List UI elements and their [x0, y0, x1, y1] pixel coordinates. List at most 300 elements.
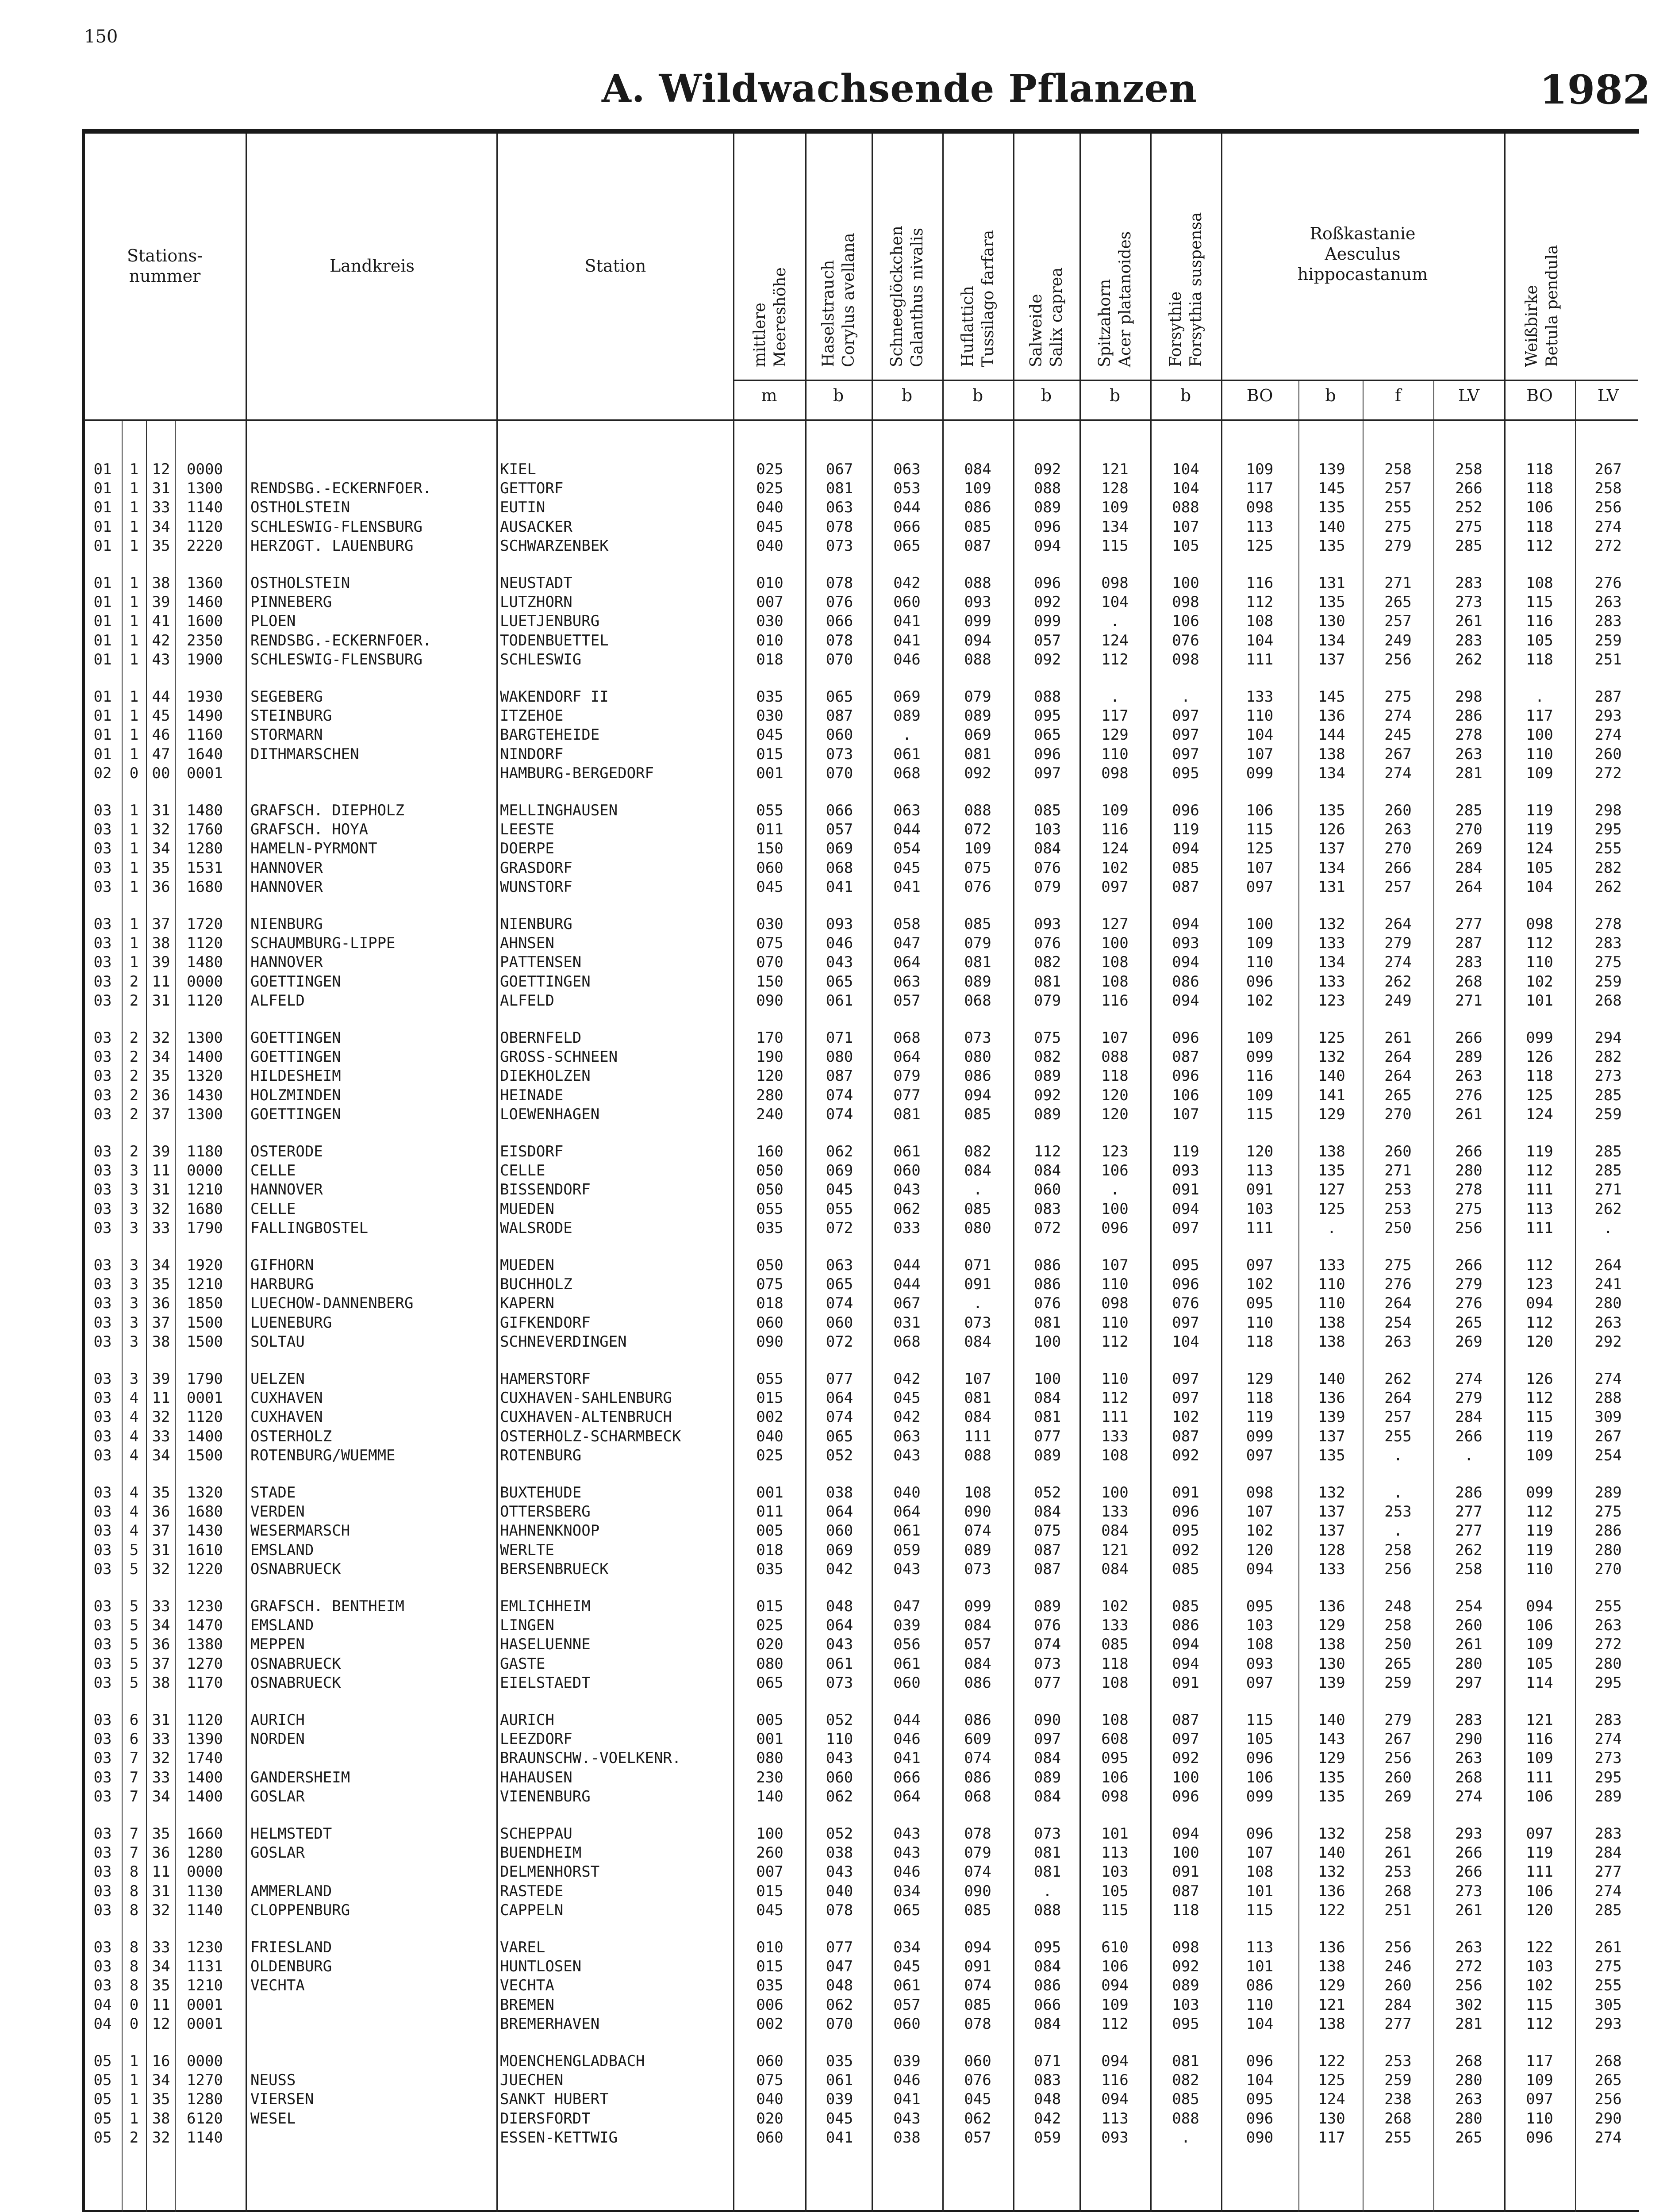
table-cell: 061: [893, 1143, 921, 1160]
table-cell: 267: [1384, 745, 1412, 763]
table-cell: 124: [1526, 1105, 1553, 1123]
table-cell: 064: [826, 1503, 853, 1521]
table-cell: 092: [964, 764, 991, 782]
table-cell: 113: [1101, 1844, 1129, 1862]
table-cell: 269: [1455, 840, 1483, 858]
table-cell: HAHAUSEN: [500, 1768, 572, 1786]
table-cell: 044: [893, 1711, 921, 1729]
table-cell: 047: [826, 1958, 853, 1976]
table-cell: 5: [129, 1674, 139, 1692]
table-cell: 134: [1318, 631, 1345, 649]
table-row: [0, 2090, 1667, 2109]
table-cell: 271: [1384, 1162, 1412, 1180]
table-cell: 135: [1318, 1768, 1345, 1786]
table-cell: 085: [964, 1105, 991, 1123]
table-cell: 253: [1384, 1863, 1412, 1881]
table-row: [0, 726, 1667, 745]
table-cell: 277: [1594, 1863, 1622, 1881]
table-cell: 106: [1526, 499, 1553, 517]
table-row: [0, 593, 1667, 612]
table-cell: 125: [1246, 537, 1274, 555]
table-cell: 108: [1526, 574, 1553, 592]
table-cell: 259: [1594, 631, 1622, 649]
table-cell: 266: [1384, 859, 1412, 877]
table-cell: 257: [1384, 1408, 1412, 1426]
table-cell: 138: [1318, 745, 1345, 763]
table-cell: 079: [964, 934, 991, 952]
table-cell: 11: [152, 1996, 170, 2014]
table-cell: 0000: [187, 461, 223, 478]
table-cell: 1680: [187, 1503, 223, 1521]
table-cell: 259: [1384, 1674, 1412, 1692]
table-cell: 1120: [187, 1711, 223, 1729]
table-cell: 277: [1455, 915, 1483, 933]
table-cell: 133: [1318, 1256, 1345, 1274]
table-cell: 268: [1455, 972, 1483, 991]
table-cell: 121: [1318, 1996, 1345, 2014]
table-cell: 011: [756, 821, 784, 839]
table-cell: 047: [893, 934, 921, 952]
table-cell: 264: [1384, 1294, 1412, 1313]
table-cell: 110: [1526, 745, 1553, 763]
table-cell: 062: [893, 1200, 921, 1218]
table-cell: 106: [1101, 1162, 1129, 1180]
table-cell: 072: [826, 1333, 853, 1351]
table-cell: 264: [1455, 878, 1483, 896]
table-cell: 289: [1594, 1484, 1622, 1502]
table-cell: UELZEN: [250, 1370, 305, 1388]
table-cell: 241: [1594, 1275, 1622, 1294]
table-cell: 261: [1455, 1105, 1483, 1123]
table-cell: 109: [1526, 1636, 1553, 1654]
table-cell: 082: [1172, 2071, 1199, 2089]
table-cell: 125: [1526, 1086, 1553, 1104]
table-cell: 45: [152, 707, 170, 725]
table-cell: 060: [826, 1522, 853, 1540]
table-cell: 47: [152, 745, 170, 763]
table-row: [0, 1768, 1667, 1787]
table-cell: 110: [1246, 707, 1274, 725]
table-cell: 034: [893, 1939, 921, 1956]
table-cell: 309: [1594, 1408, 1622, 1426]
table-cell: .: [1110, 612, 1120, 630]
table-cell: 045: [893, 859, 921, 877]
table-cell: 119: [1526, 821, 1553, 839]
table-cell: 108: [1101, 1446, 1129, 1464]
table-cell: 046: [826, 934, 853, 952]
table-cell: 140: [1318, 1711, 1345, 1729]
table-cell: MUEDEN: [500, 1200, 554, 1218]
table-cell: 109: [1526, 1749, 1553, 1767]
table-cell: 115: [1246, 1901, 1274, 1919]
table-row: [0, 1938, 1667, 1957]
table-cell: 061: [826, 2071, 853, 2089]
table-cell: 059: [893, 1541, 921, 1559]
table-cell: 055: [756, 802, 784, 819]
table-row: [0, 1635, 1667, 1654]
table-cell: 100: [1101, 1200, 1129, 1218]
table-cell: HEINADE: [500, 1086, 564, 1104]
table-cell: 087: [964, 537, 991, 555]
table-cell: 4: [129, 1427, 139, 1445]
table-cell: 127: [1318, 1181, 1345, 1199]
table-cell: 118: [1526, 518, 1553, 536]
table-cell: 255: [1384, 499, 1412, 517]
table-cell: 31: [152, 1181, 170, 1199]
table-cell: 290: [1594, 2109, 1622, 2128]
table-cell: 098: [1101, 764, 1129, 782]
table-row: [0, 498, 1667, 517]
table-cell: 115: [1101, 537, 1129, 555]
table-cell: 080: [756, 1655, 784, 1673]
table-cell: 1400: [187, 1768, 223, 1786]
table-cell: 1400: [187, 1787, 223, 1805]
table-cell: 33: [152, 1768, 170, 1786]
table-cell: 098: [1172, 1939, 1199, 1956]
table-cell: 089: [1033, 1105, 1061, 1123]
table-cell: 086: [1172, 1617, 1199, 1635]
table-cell: 1210: [187, 1181, 223, 1199]
table-cell: 1930: [187, 688, 223, 706]
table-row: [0, 2109, 1667, 2128]
table-row: [0, 1200, 1667, 1219]
table-cell: 089: [1033, 1446, 1061, 1464]
table-cell: 31: [152, 1541, 170, 1559]
table-cell: 03: [93, 1939, 112, 1956]
table-cell: 098: [1246, 499, 1274, 517]
table-row: [0, 1161, 1667, 1180]
table-cell: 095: [1172, 2015, 1199, 2033]
table-cell: 048: [1033, 2090, 1061, 2108]
header-haselstrauch: Haselstrauch Corylus avellana: [819, 233, 858, 367]
table-cell: 073: [964, 1029, 991, 1047]
table-cell: 112: [1526, 2015, 1553, 2033]
table-cell: 118: [1526, 461, 1553, 478]
table-cell: 128: [1101, 480, 1129, 498]
table-cell: 112: [1526, 1313, 1553, 1332]
table-cell: HANNOVER: [250, 859, 323, 877]
table-cell: 068: [893, 764, 921, 782]
table-cell: EMSLAND: [250, 1541, 314, 1559]
table-cell: 085: [1172, 1560, 1199, 1578]
table-cell: NEUSTADT: [500, 574, 572, 592]
table-row: [0, 953, 1667, 972]
table-cell: 101: [1526, 991, 1553, 1010]
unit-b: b: [901, 386, 913, 405]
table-cell: 284: [1594, 1844, 1622, 1862]
table-cell: 112: [1101, 650, 1129, 668]
table-cell: 005: [756, 1711, 784, 1729]
table-cell: WESERMARSCH: [250, 1522, 350, 1540]
table-cell: 043: [826, 1749, 853, 1767]
table-cell: 106: [1101, 1958, 1129, 1976]
table-cell: 113: [1526, 1200, 1553, 1218]
table-cell: 35: [152, 537, 170, 555]
table-row: [0, 518, 1667, 537]
table-cell: 099: [1246, 1787, 1274, 1805]
table-cell: 100: [1101, 1484, 1129, 1502]
table-cell: 111: [1526, 1181, 1553, 1199]
table-cell: 073: [826, 537, 853, 555]
table-cell: 1220: [187, 1560, 223, 1578]
table-cell: 070: [826, 2015, 853, 2033]
table-cell: 03: [93, 1067, 112, 1085]
table-row: [0, 915, 1667, 934]
table-cell: 295: [1594, 821, 1622, 839]
table-cell: 140: [1318, 518, 1345, 536]
table-cell: 270: [1384, 840, 1412, 858]
table-cell: 057: [964, 2128, 991, 2147]
table-cell: 045: [826, 1181, 853, 1199]
table-cell: ESSEN-KETTWIG: [500, 2128, 618, 2147]
table-cell: 086: [1033, 1256, 1061, 1274]
table-cell: 1500: [187, 1313, 223, 1332]
table-cell: BARGTEHEIDE: [500, 726, 600, 744]
table-cell: .: [973, 1181, 983, 1199]
table-cell: 057: [893, 1996, 921, 2014]
table-row: [0, 1541, 1667, 1560]
table-cell: 072: [1033, 1219, 1061, 1237]
table-cell: 1760: [187, 821, 223, 839]
table-cell: ROTENBURG/WUEMME: [250, 1446, 396, 1464]
table-cell: 116: [1101, 991, 1129, 1010]
table-row: [0, 1749, 1667, 1768]
table-cell: 112: [1101, 2015, 1129, 2033]
table-cell: 034: [893, 1882, 921, 1900]
table-cell: 111: [1526, 1768, 1553, 1786]
table-cell: 092: [1172, 1446, 1199, 1464]
table-cell: 088: [1033, 1901, 1061, 1919]
table-cell: 078: [964, 1825, 991, 1843]
table-cell: 31: [152, 480, 170, 498]
table-cell: 085: [1172, 2090, 1199, 2108]
table-cell: 8: [129, 1958, 139, 1976]
table-cell: 1130: [187, 1882, 223, 1900]
table-cell: 1740: [187, 1749, 223, 1767]
table-cell: 273: [1594, 1749, 1622, 1767]
table-cell: 01: [93, 726, 112, 744]
table-cell: 094: [1101, 2090, 1129, 2108]
table-cell: 115: [1101, 1901, 1129, 1919]
table-cell: 126: [1318, 821, 1345, 839]
table-cell: 088: [964, 1446, 991, 1464]
table-cell: 092: [1033, 461, 1061, 478]
table-cell: 134: [1318, 859, 1345, 877]
table-cell: 1: [129, 707, 139, 725]
table-cell: 170: [756, 1029, 784, 1047]
table-cell: 1790: [187, 1370, 223, 1388]
table-cell: 074: [964, 1977, 991, 1995]
table-cell: 264: [1384, 1389, 1412, 1407]
table-cell: 122: [1318, 1901, 1345, 1919]
table-cell: 091: [1172, 1674, 1199, 1692]
table-cell: 087: [1033, 1560, 1061, 1578]
table-cell: KIEL: [500, 461, 536, 478]
table-cell: 041: [826, 878, 853, 896]
table-cell: 076: [826, 593, 853, 611]
table-cell: 1270: [187, 2071, 223, 2089]
table-cell: 03: [93, 859, 112, 877]
table-cell: 087: [1172, 1048, 1199, 1066]
table-cell: 262: [1594, 1200, 1622, 1218]
table-cell: 38: [152, 574, 170, 592]
table-cell: 113: [1246, 1162, 1274, 1180]
table-cell: 261: [1384, 1844, 1412, 1862]
table-cell: 03: [93, 1863, 112, 1881]
table-cell: 085: [1172, 1598, 1199, 1615]
table-cell: 03: [93, 1484, 112, 1502]
table-cell: 03: [93, 1711, 112, 1729]
table-cell: 088: [1172, 2109, 1199, 2128]
table-cell: 088: [1033, 480, 1061, 498]
table-cell: 1120: [187, 991, 223, 1010]
table-cell: 060: [893, 1162, 921, 1180]
table-cell: 2: [129, 1143, 139, 1160]
table-cell: 062: [964, 2109, 991, 2128]
table-cell: 063: [893, 1427, 921, 1445]
table-cell: DIERSFORDT: [500, 2109, 591, 2128]
table-cell: 091: [964, 1275, 991, 1294]
table-cell: 108: [1246, 612, 1274, 630]
table-cell: 03: [93, 1768, 112, 1786]
table-cell: 096: [1172, 1067, 1199, 1085]
table-cell: 073: [964, 1560, 991, 1578]
table-cell: 046: [893, 1730, 921, 1748]
table-cell: 102: [1246, 1522, 1274, 1540]
table-cell: 040: [756, 499, 784, 517]
table-cell: 268: [1594, 2052, 1622, 2070]
table-cell: HAHNENKNOOP: [500, 1522, 600, 1540]
table-cell: 11: [152, 1162, 170, 1180]
table-cell: 064: [826, 1389, 853, 1407]
table-cell: 103: [1101, 1863, 1129, 1881]
table-cell: 1850: [187, 1294, 223, 1313]
table-cell: 015: [756, 1882, 784, 1900]
table-cell: 060: [756, 859, 784, 877]
table-cell: 145: [1318, 688, 1345, 706]
table-cell: 120: [1246, 1541, 1274, 1559]
table-cell: 096: [1101, 1219, 1129, 1237]
table-cell: 035: [756, 1219, 784, 1237]
table-row: [0, 1957, 1667, 1976]
table-cell: 084: [1033, 2015, 1061, 2033]
table-cell: 264: [1384, 1067, 1412, 1085]
unit-lv: LV: [1458, 386, 1480, 405]
table-cell: 11: [152, 972, 170, 991]
table-row: [0, 1787, 1667, 1806]
table-cell: 116: [1526, 612, 1553, 630]
table-cell: 010: [756, 1939, 784, 1956]
table-cell: 077: [1033, 1427, 1061, 1445]
table-cell: 096: [1526, 2128, 1553, 2147]
table-cell: 081: [893, 1105, 921, 1123]
table-cell: AHNSEN: [500, 934, 554, 952]
table-cell: 108: [1101, 1674, 1129, 1692]
table-cell: 256: [1384, 1939, 1412, 1956]
table-cell: SCHAUMBURG-LIPPE: [250, 934, 396, 952]
table-cell: 274: [1594, 1730, 1622, 1748]
table-cell: 1680: [187, 878, 223, 896]
table-cell: 03: [93, 1503, 112, 1521]
table-cell: 064: [826, 1617, 853, 1635]
table-cell: HERZOGT. LAUENBURG: [250, 537, 414, 555]
table-cell: 110: [1101, 1370, 1129, 1388]
table-cell: 271: [1594, 1181, 1622, 1199]
table-cell: 043: [893, 2109, 921, 2128]
table-cell: 111: [1246, 1219, 1274, 1237]
table-cell: 097: [1033, 764, 1061, 782]
table-cell: 279: [1455, 1389, 1483, 1407]
table-cell: 1680: [187, 1200, 223, 1218]
table-cell: 098: [1526, 915, 1553, 933]
table-cell: 5: [129, 1541, 139, 1559]
table-cell: 136: [1318, 1882, 1345, 1900]
table-cell: 084: [1033, 840, 1061, 858]
table-cell: MUEDEN: [500, 1256, 554, 1274]
table-row: [0, 859, 1667, 878]
table-cell: 7: [129, 1768, 139, 1786]
table-cell: HILDESHEIM: [250, 1067, 341, 1085]
table-cell: 057: [893, 991, 921, 1010]
table-cell: 055: [826, 1200, 853, 1218]
table-row: [0, 1086, 1667, 1105]
table-cell: 069: [826, 840, 853, 858]
table-cell: 098: [1246, 1484, 1274, 1502]
table-cell: 140: [756, 1787, 784, 1805]
table-cell: 1131: [187, 1958, 223, 1976]
table-cell: 03: [93, 1389, 112, 1407]
table-cell: 040: [756, 2090, 784, 2108]
table-cell: 097: [1246, 1256, 1274, 1274]
table-cell: 061: [893, 1522, 921, 1540]
table-cell: 041: [893, 1749, 921, 1767]
table-cell: 133: [1318, 934, 1345, 952]
table-cell: 138: [1318, 1313, 1345, 1332]
table-cell: 093: [964, 593, 991, 611]
table-cell: VECHTA: [500, 1977, 554, 1995]
table-cell: 030: [756, 915, 784, 933]
table-cell: 263: [1455, 1067, 1483, 1085]
table-cell: 069: [964, 726, 991, 744]
table-cell: 130: [1318, 612, 1345, 630]
table-cell: CAPPELN: [500, 1901, 564, 1919]
table-cell: 047: [893, 1598, 921, 1615]
table-cell: 102: [1526, 972, 1553, 991]
table-cell: 105: [1526, 631, 1553, 649]
unit-b: b: [1041, 386, 1052, 405]
table-cell: 292: [1594, 1333, 1622, 1351]
table-cell: CUXHAVEN: [250, 1408, 323, 1426]
table-cell: 045: [893, 1958, 921, 1976]
table-cell: 3: [129, 1370, 139, 1388]
table-cell: 095: [1033, 1939, 1061, 1956]
table-cell: 266: [1455, 1863, 1483, 1881]
table-cell: 107: [1246, 1503, 1274, 1521]
table-cell: 7: [129, 1787, 139, 1805]
table-cell: 060: [893, 2015, 921, 2033]
table-cell: 272: [1594, 764, 1622, 782]
table-cell: 102: [1246, 1275, 1274, 1294]
table-cell: 102: [1246, 991, 1274, 1010]
table-cell: 094: [1172, 1200, 1199, 1218]
table-cell: 098: [1101, 1294, 1129, 1313]
table-cell: 060: [756, 1313, 784, 1332]
table-cell: 091: [1172, 1484, 1199, 1502]
table-cell: 3: [129, 1162, 139, 1180]
table-cell: 275: [1384, 1256, 1412, 1274]
table-cell: 267: [1594, 461, 1622, 478]
table-cell: 096: [1172, 1029, 1199, 1047]
